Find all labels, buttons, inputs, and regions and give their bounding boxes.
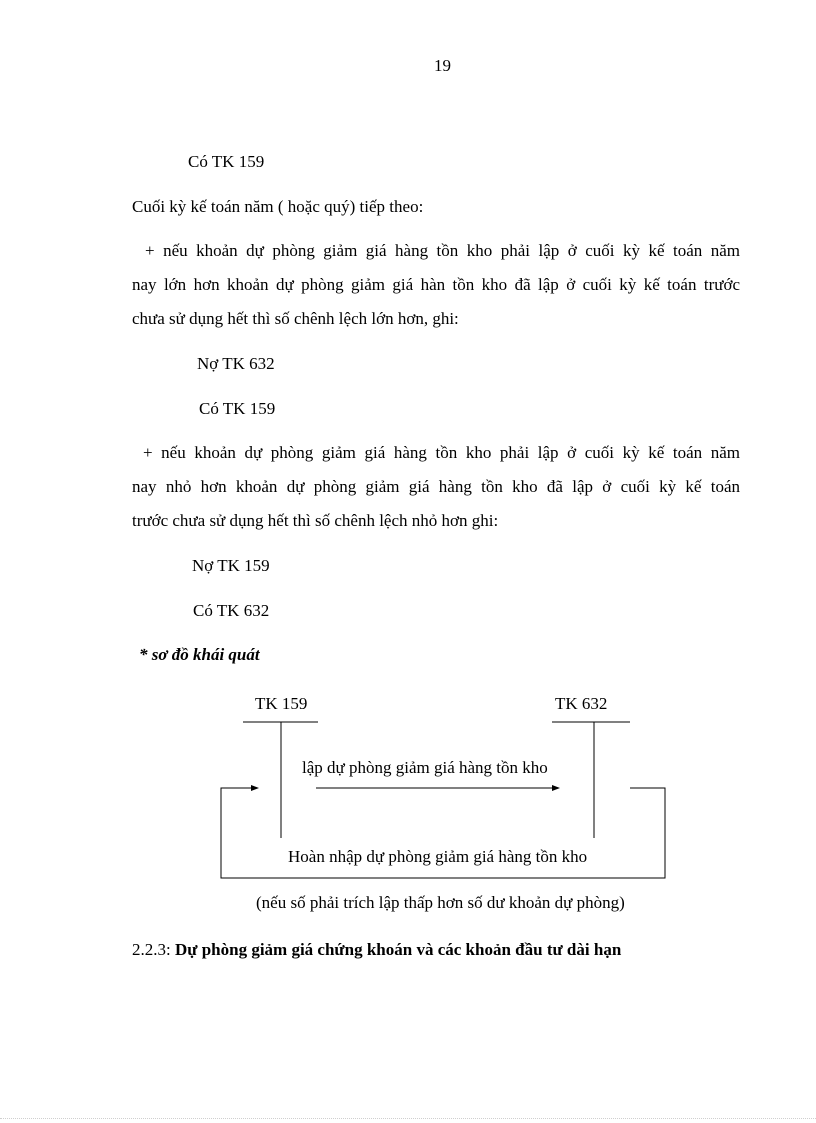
reversal-arrowhead [251,785,259,791]
right-account-label: TK 632 [555,694,608,713]
provision-arrowhead [552,785,560,791]
left-account-label: TK 159 [255,694,308,713]
debit-line-tk159: Nợ TK 159 [192,556,270,575]
next-period-line: Cuối kỳ kế toán năm ( hoặc quý) tiếp theo: [132,197,424,216]
section-title: Dự phòng giảm giá chứng khoán và các khoản đầu tư dài hạn [174,940,622,959]
page-bottom-border [0,1118,816,1119]
case1-line-2: nay lớn hơn khoản dự phòng giảm giá hàn tồn kho đã lập ở cuối kỳ kế toán trước [132,275,740,294]
section-heading [132,940,621,960]
debit-line-tk632: Nợ TK 632 [197,354,275,373]
credit-line-tk159-b: Có TK 159 [199,399,276,418]
reversal-flow-label: Hoàn nhập dự phòng giảm giá hàng tồn kho [288,847,588,866]
diagram-note: (nếu số phải trích lập thấp hơn số dư khoản dự phòng) [256,893,625,912]
credit-line-tk159-a: Có TK 159 [188,152,265,171]
provision-flow-label: lập dự phòng giảm giá hàng tồn kho [302,758,548,777]
diagram-heading: * sơ đồ khái quát [139,645,260,664]
case2-line-3: trước chưa sử dụng hết thì số chênh lệch nhỏ hơn ghi: [132,511,499,530]
credit-line-tk632: Có TK 632 [193,601,270,620]
case2-line-2: nay nhỏ hơn khoản dự phòng giảm giá hàng tồn kho đã lập ở cuối kỳ kế toán [132,477,740,496]
section-number: 2.2.3: [132,940,171,959]
case2-line-1: + nếu khoản dự phòng giảm giá hàng tồn kho phải lập ở cuối kỳ kế toán năm [143,443,740,462]
case1-line-1: + nếu khoản dự phòng giảm giá hàng tồn kho phải lập ở cuối kỳ kế toán năm [145,241,740,260]
page-number: 19 [434,56,451,75]
case1-line-3: chưa sử dụng hết thì số chênh lệch lớn hơn, ghi: [132,309,459,328]
